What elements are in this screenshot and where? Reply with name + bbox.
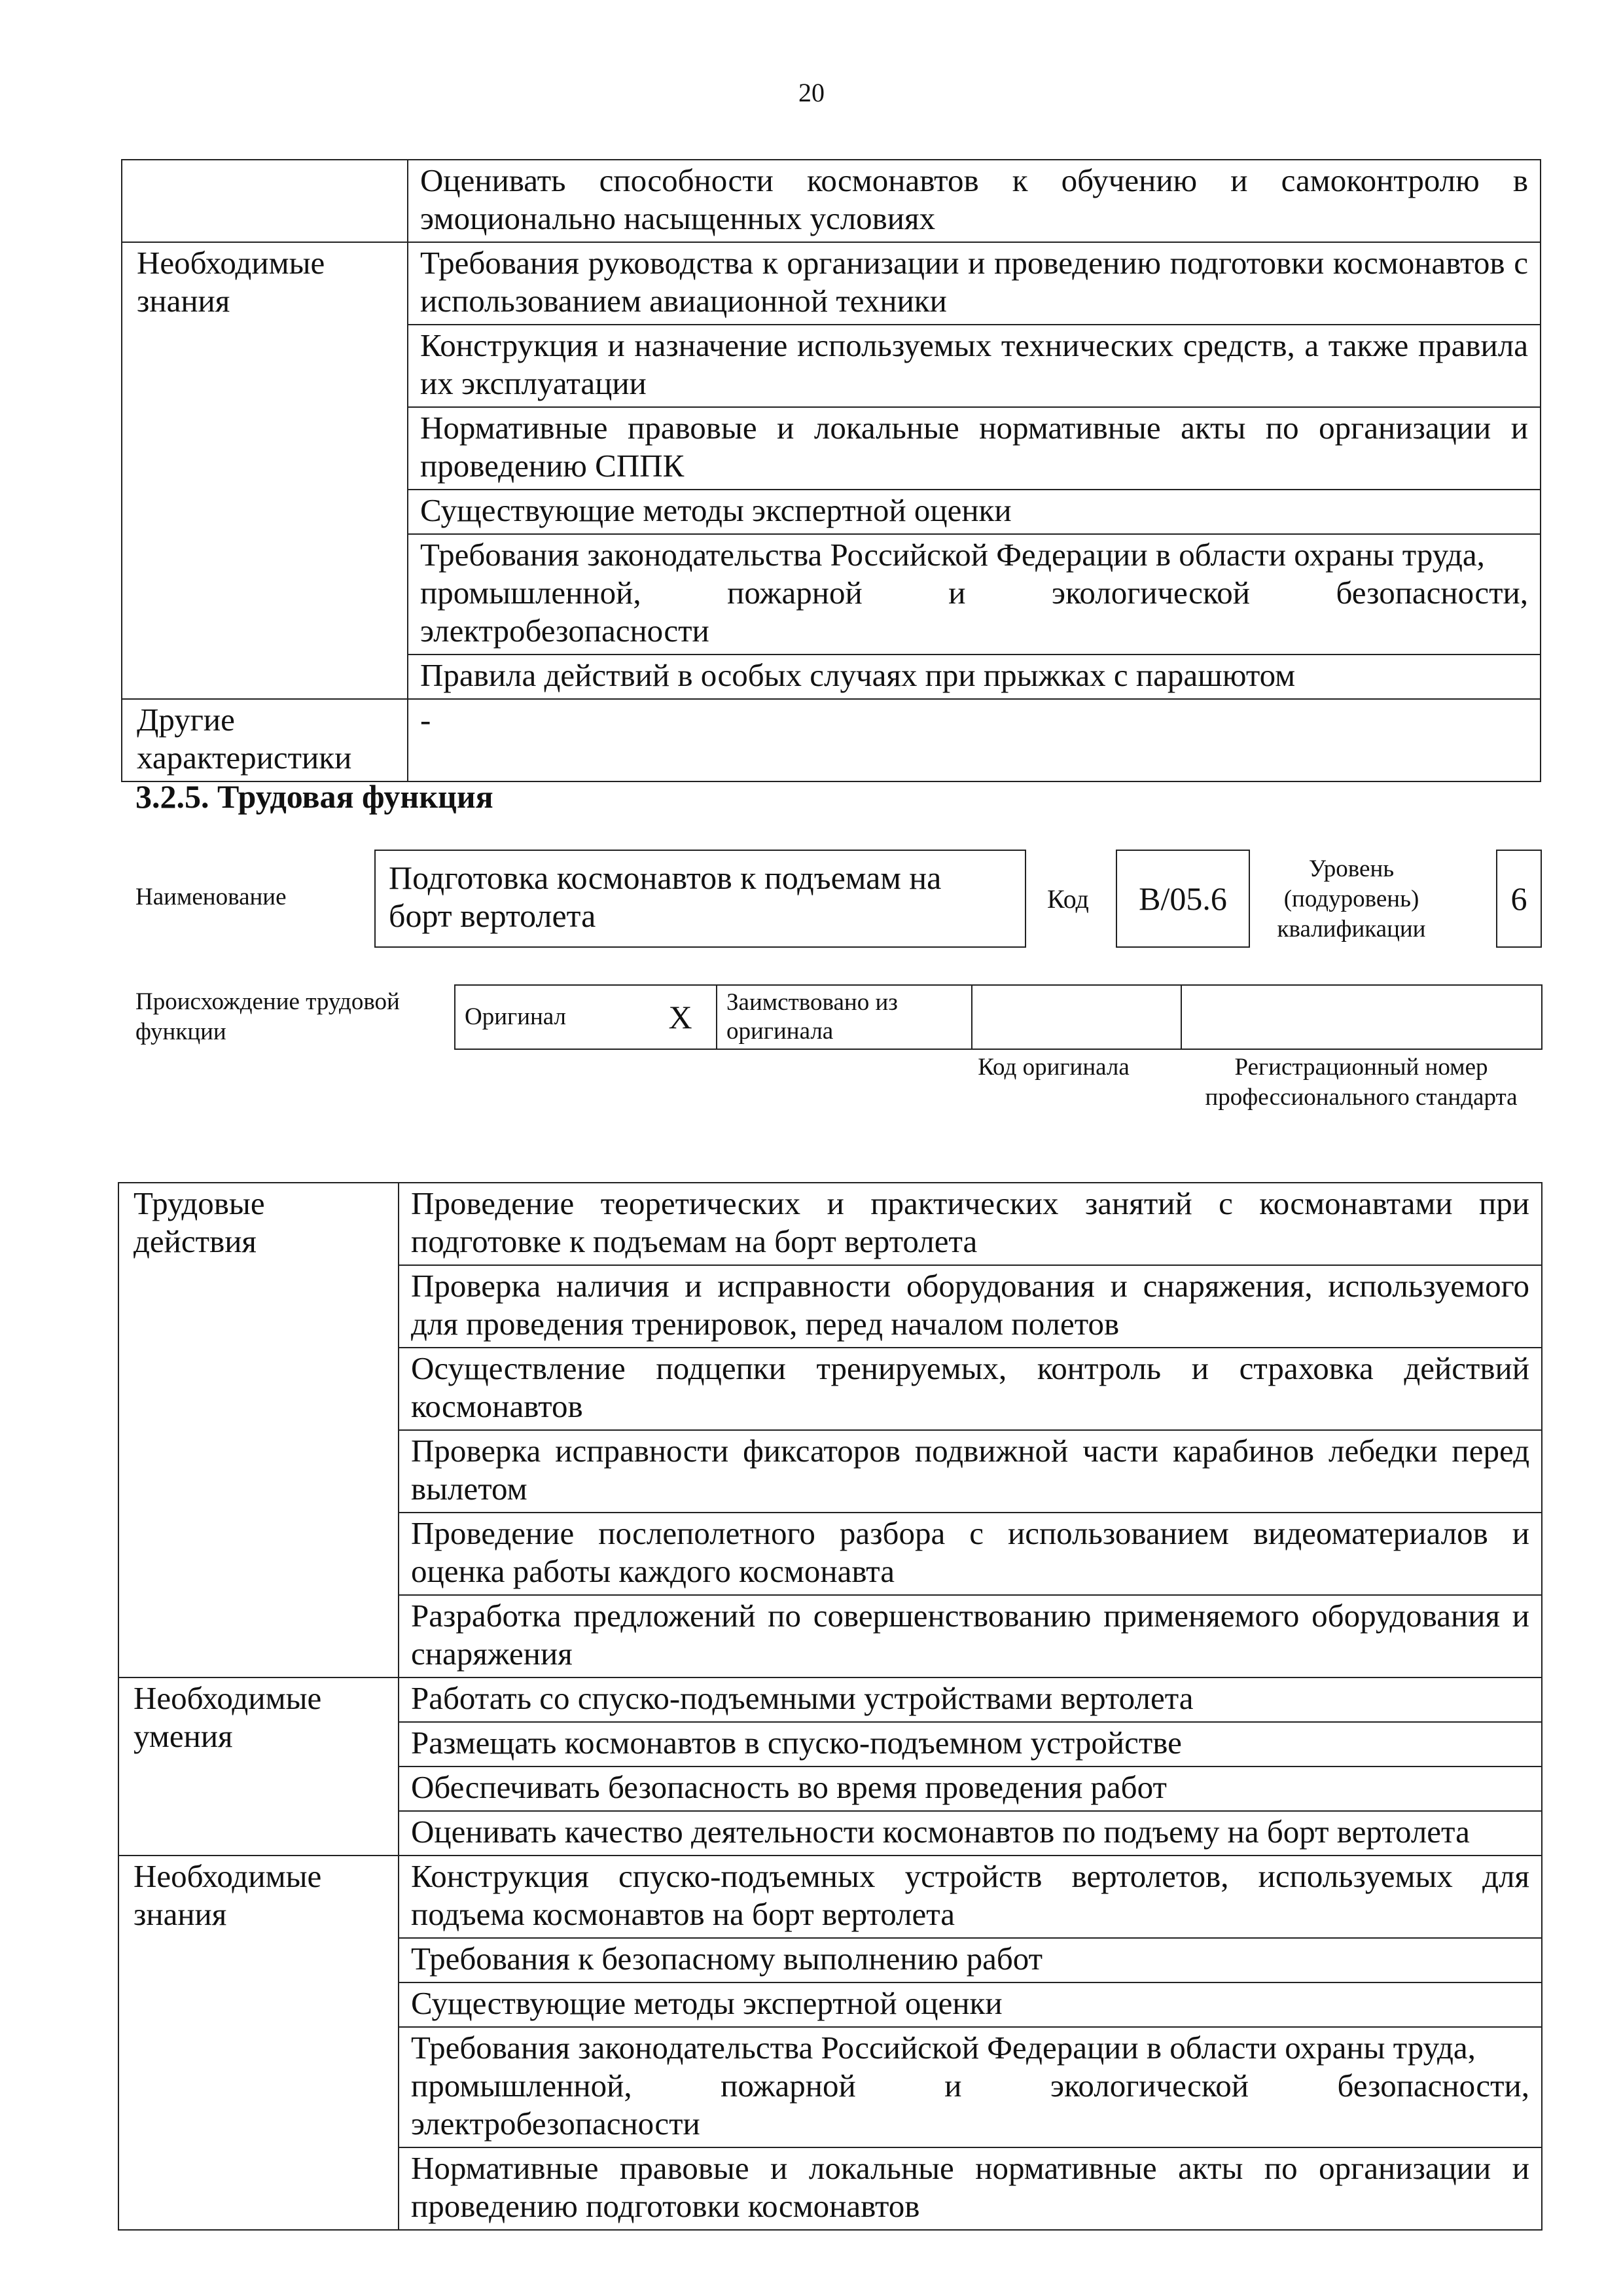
borrowed-label: Заимствовано из оригинала bbox=[717, 985, 972, 1049]
row-text: Правила действий в особых случаях при прыжках с парашютом bbox=[408, 655, 1541, 699]
text-line: электробезопасности bbox=[420, 613, 709, 649]
text-line: промышленной, пожарной и экологической безопасности, bbox=[411, 2068, 1529, 2104]
code-label: Код bbox=[1047, 884, 1089, 914]
row-text: - bbox=[408, 699, 1541, 781]
original-code-caption: Код оригинала bbox=[978, 1054, 1130, 1081]
list-item: Осуществление подцепки тренируемых, контроль и страховка действий космонавтов bbox=[399, 1348, 1542, 1430]
list-item: Размещать космонавтов в спуско-подъемном устройстве bbox=[399, 1722, 1542, 1767]
row-text-multiline bbox=[408, 534, 1541, 655]
table-row bbox=[122, 242, 1541, 325]
registration-number-caption: Регистрационный номер профессионального стандарта bbox=[1205, 1054, 1518, 1111]
labor-function-table bbox=[118, 1182, 1543, 2231]
row-label-knowledge: Необходимые знания bbox=[122, 242, 408, 699]
row-label-other: Другие характеристики bbox=[122, 699, 408, 781]
list-item: Разработка предложений по совершенствованию применяемого оборудования и снаряжения bbox=[399, 1595, 1542, 1677]
group-label-actions: Трудовые действия bbox=[118, 1183, 399, 1677]
row-text: Конструкция и назначение используемых технических средств, а также правила их эксплуатации bbox=[408, 325, 1541, 407]
list-item: Проведение послеполетного разбора с использованием видеоматериалов и оценка работы каждого космонавта bbox=[399, 1513, 1542, 1595]
table-row bbox=[118, 1677, 1542, 1722]
row-text: Нормативные правовые и локальные нормативные акты по организации и проведению СППК bbox=[408, 407, 1541, 490]
text-line: промышленной, пожарной и экологической безопасности, bbox=[420, 575, 1528, 611]
row-text: Оценивать способности космонавтов к обучению и самоконтролю в эмоционально насыщенных условиях bbox=[408, 160, 1541, 242]
origin-table bbox=[454, 984, 1543, 1050]
level-value-box: 6 bbox=[1496, 850, 1542, 948]
list-item-multiline bbox=[399, 2027, 1542, 2147]
list-item: Конструкция спуско-подъемных устройств вертолетов, используемых для подъема космонавтов на борт вертолета bbox=[399, 1856, 1542, 1938]
name-label: Наименование bbox=[135, 884, 287, 910]
list-item: Нормативные правовые и локальные нормативные акты по организации и проведению подготовки космонавтов bbox=[399, 2147, 1542, 2230]
group-label-knowledge: Необходимые знания bbox=[118, 1856, 399, 2230]
original-label: Оригинал bbox=[455, 985, 645, 1049]
table-row bbox=[122, 160, 1541, 242]
text-line: Требования законодательства Российской Федерации в области охраны труда, bbox=[411, 2030, 1476, 2066]
list-item: Существующие методы экспертной оценки bbox=[399, 1982, 1542, 2027]
skills-knowledge-table bbox=[121, 159, 1541, 782]
list-item: Проверка исправности фиксаторов подвижной части карабинов лебедки перед вылетом bbox=[399, 1430, 1542, 1513]
page-number: 20 bbox=[798, 78, 825, 107]
row-label bbox=[122, 160, 408, 242]
group-label-skills: Необходимые умения bbox=[118, 1677, 399, 1856]
list-item: Требования к безопасному выполнению работ bbox=[399, 1938, 1542, 1982]
original-code-cell bbox=[972, 985, 1181, 1049]
origin-label: Происхождение трудовой функции bbox=[135, 988, 400, 1045]
section-heading: 3.2.5. Трудовая функция bbox=[135, 778, 493, 815]
text-line: Требования законодательства Российской Федерации в области охраны труда, bbox=[420, 537, 1485, 573]
list-item: Проверка наличия и исправности оборудования и снаряжения, используемого для проведения тренировок, перед началом полетов bbox=[399, 1265, 1542, 1348]
row-text: Существующие методы экспертной оценки bbox=[408, 490, 1541, 534]
table-row bbox=[122, 699, 1541, 781]
text-line: электробезопасности bbox=[411, 2106, 700, 2142]
table-row bbox=[118, 1856, 1542, 1938]
row-text: Требования руководства к организации и проведению подготовки космонавтов с использованием авиационной техники bbox=[408, 242, 1541, 325]
level-label: Уровень (подуровень) квалификации bbox=[1277, 855, 1426, 942]
list-item: Работать со спуско-подъемными устройствами вертолета bbox=[399, 1677, 1542, 1722]
original-mark: X bbox=[645, 985, 717, 1049]
table-row bbox=[118, 1183, 1542, 1265]
name-value-box: Подготовка космонавтов к подъемам на борт вертолета bbox=[374, 850, 1026, 948]
registration-number-cell bbox=[1181, 985, 1542, 1049]
list-item: Проведение теоретических и практических занятий с космонавтами при подготовке к подъемам на борт вертолета bbox=[399, 1183, 1542, 1265]
code-value-box: B/05.6 bbox=[1116, 850, 1250, 948]
list-item: Оценивать качество деятельности космонавтов по подъему на борт вертолета bbox=[399, 1811, 1542, 1856]
list-item: Обеспечивать безопасность во время проведения работ bbox=[399, 1767, 1542, 1811]
